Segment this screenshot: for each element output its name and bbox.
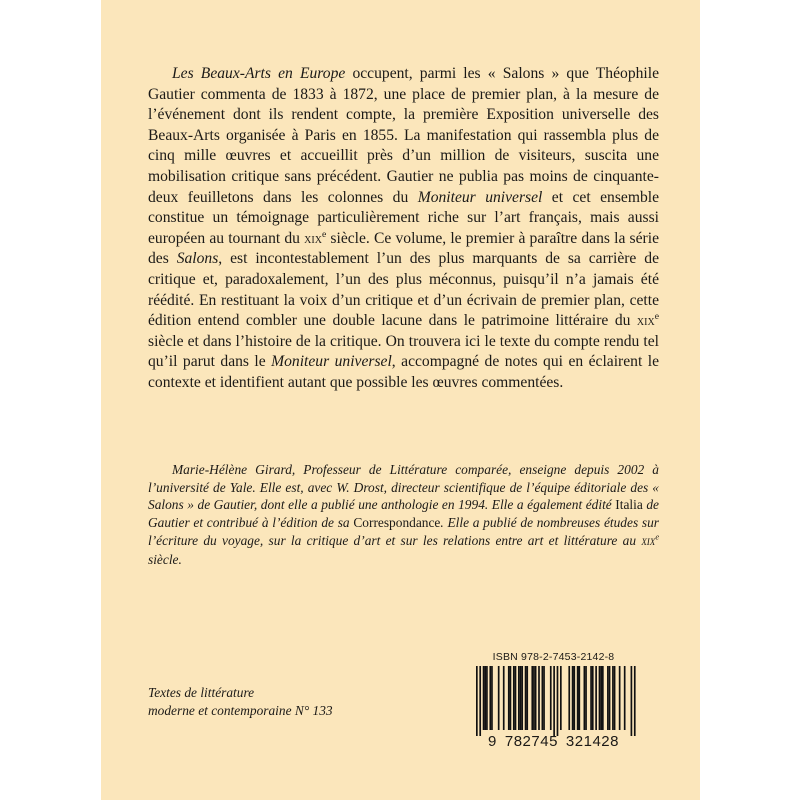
- barcode-bar: [573, 666, 575, 730]
- barcode-bar: [572, 666, 574, 730]
- book-title: Les Beaux-Arts en Europe: [172, 65, 346, 82]
- century-numeral: xix: [636, 313, 655, 330]
- barcode-bar: [599, 666, 601, 730]
- barcode-bar: [584, 666, 586, 730]
- barcode-bar: [557, 666, 559, 736]
- century-suffix: e: [655, 532, 659, 542]
- description-text: et cet ensemble constitue un témoignage particulièrement riche sur l’art français, mais aussi européen au tournant du: [148, 188, 659, 247]
- century-suffix: e: [654, 310, 659, 322]
- barcode-digits: [453, 733, 654, 750]
- description-text: siècle. Ce volume, le premier à paraître dans la série des: [148, 229, 659, 268]
- barcode-bar: [508, 666, 510, 730]
- bio-text: de Gautier et contribué à l’édition de sa: [148, 497, 659, 531]
- barcode-bar: [515, 666, 517, 730]
- barcode-bar: [498, 666, 500, 730]
- bio-text: siècle.: [148, 551, 182, 567]
- barcode-bar: [520, 666, 522, 730]
- barcode-bar: [486, 666, 488, 730]
- barcode-bars: [467, 666, 641, 736]
- barcode-bar: [543, 666, 545, 730]
- isbn-barcode: [453, 651, 654, 751]
- barcode-bar: [503, 666, 505, 730]
- bio-text: Marie-Hélène Girard, Professeur de Littérature comparée, enseigne depuis 2002 à l’université de Yale. Elle est, avec W. Drost, directeur scientifique de l’équipe éditoriale des « Salons » de Gautier, dont elle a publié une anthologie en 1994. Elle a également édité: [148, 462, 659, 513]
- barcode-bar: [550, 666, 552, 730]
- barcode-bar: [619, 666, 621, 730]
- barcode-bar: [518, 666, 520, 730]
- barcode-bar: [510, 666, 512, 730]
- barcode-bar: [585, 666, 587, 730]
- barcode-bar: [521, 666, 523, 730]
- series-name: Salons: [176, 250, 219, 268]
- barcode-bar: [484, 666, 486, 730]
- barcode-bar: [513, 666, 515, 730]
- barcode-bar: [525, 666, 527, 730]
- newspaper-title: Moniteur universel: [417, 188, 543, 206]
- barcode-bar: [483, 666, 485, 730]
- barcode-bar: [602, 666, 604, 730]
- isbn-label: ISBN 978-2-7453-2142-8: [492, 651, 615, 663]
- barcode-digits-right: 321428: [565, 733, 619, 750]
- barcode-bar: [612, 666, 614, 730]
- barcode-bar: [578, 666, 580, 730]
- barcode-bar: [542, 666, 544, 730]
- description-text: , accompagné de notes qui en éclairent le contexte et identifient autant que possible les œuvres commentées.: [148, 353, 659, 391]
- work-title: Italia: [615, 497, 643, 513]
- barcode-bar: [560, 666, 562, 730]
- barcode-bar: [553, 666, 555, 736]
- author-bio: [148, 461, 659, 568]
- century-suffix: e: [321, 228, 327, 240]
- barcode-bar: [535, 666, 537, 730]
- work-title: Correspondance: [353, 515, 441, 531]
- newspaper-title: Moniteur universel: [271, 353, 392, 371]
- barcode-bar: [491, 666, 493, 730]
- barcode-bar: [538, 666, 540, 730]
- series-line: moderne et contemporaine N° 133: [148, 702, 333, 718]
- barcode-bar: [476, 666, 478, 736]
- description-text: siècle et dans l’histoire de la critique. On trouvera ici le texte du compte rendu tel qu’il parut dans le: [148, 332, 659, 371]
- barcode-bar: [533, 666, 535, 730]
- barcode-bar: [531, 666, 533, 730]
- barcode-bar: [489, 666, 491, 730]
- book-description: [148, 64, 659, 394]
- barcode-bar: [634, 666, 636, 736]
- barcode-bar: [631, 666, 633, 736]
- barcode-digits-left: 782745: [504, 733, 558, 750]
- century-numeral: xix: [304, 230, 322, 247]
- barcode-bar: [526, 666, 528, 730]
- description-text: occupent, parmi les « Salons » que Théophile Gautier commenta de 1833 à 1872, une place de premier plan, à la mesure de l’événement dont ils rendent compte, la première Exposition universelle des Beaux-Arts organisée à Paris en 1855. La manifestation qui rassembla plus de cinq mille œuvres et accueillit près d’un million de visiteurs, suscita une mobilisation critique sans précédent. Gautier ne publia pas moins de cinquante-deux feuilletons dans les colonnes du: [148, 65, 660, 206]
- barcode-bar: [624, 666, 626, 730]
- description-text: , est incontestablement l’un des plus marquants de sa carrière de critique et, paradoxalement, l’un des plus méconnus, puisqu’il n’a jamais été réédité. En restituant la voix d’un critique et d’un écrivain de premier plan, cette édition entend combler une double lacune dans le patrimoine littéraire du: [148, 250, 659, 330]
- century-numeral: xix: [641, 533, 656, 548]
- barcode-bar: [479, 666, 481, 736]
- barcode-bar: [568, 666, 570, 730]
- barcode-bar: [600, 666, 602, 730]
- barcode-digit-first: 9: [488, 733, 497, 750]
- series-line: Textes de littérature: [148, 685, 255, 700]
- bio-text: . Elle a publié de nombreuses études sur l’écriture du voyage, sur la critique d’art et sur les relations entre art et littérature au: [148, 515, 659, 548]
- series-label: [148, 684, 408, 719]
- barcode-bar: [607, 666, 609, 730]
- back-cover: [101, 0, 700, 800]
- barcode-bar: [614, 666, 616, 730]
- barcode-bar: [592, 666, 594, 730]
- barcode-bar: [609, 666, 611, 730]
- barcode-bar: [577, 666, 579, 730]
- barcode-bar: [595, 666, 597, 730]
- barcode-bar: [590, 666, 592, 730]
